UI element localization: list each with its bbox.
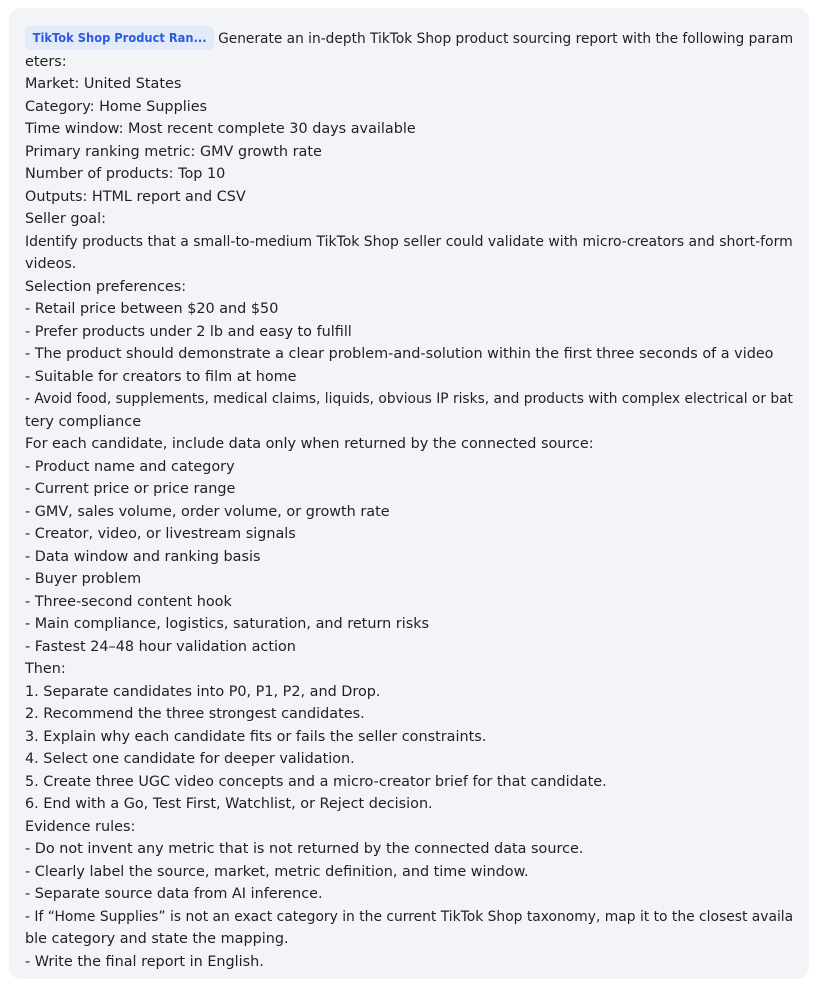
message-line: - Prefer products under 2 lb and easy to fulfill [25, 323, 352, 340]
message-line: Then: [25, 661, 66, 677]
message-line: 5. Create three UGC video concepts and a micro-creator brief for that candidate. [25, 773, 607, 790]
message-line: tery compliance [25, 413, 142, 430]
message-line: - GMV, sales volume, order volume, or growth rate [25, 503, 390, 520]
message-line: 3. Explain why each candidate fits or fails the seller constraints. [25, 728, 487, 745]
message-line: Seller goal: [25, 211, 106, 227]
message-line: Primary ranking metric: GMV growth rate [25, 143, 322, 160]
message-line: - Clearly label the source, market, metric definition, and time window. [25, 863, 529, 880]
message-line: - Suitable for creators to film at home [25, 368, 297, 385]
message-line: 6. End with a Go, Test First, Watchlist, or Reject decision. [25, 796, 433, 812]
message-line: ble category and state the mapping. [25, 931, 289, 947]
message-line: Number of products: Top 10 [25, 166, 226, 182]
user-message-bubble [9, 8, 809, 979]
message-line-text: Generate an in-depth TikTok Shop product sourcing report with the following param [218, 31, 794, 47]
skill-tag-chip[interactable]: TikTok Shop Product Ran... [25, 26, 214, 50]
message-line: Market: United States [25, 76, 182, 92]
message-line: - Retail price between $20 and $50 [25, 301, 279, 317]
message-line: Evidence rules: [25, 818, 136, 835]
message-line: 2. Recommend the three strongest candidates. [25, 706, 365, 722]
message-line: - Write the final report in English. [25, 953, 264, 970]
message-line: 4. Select one candidate for deeper validation. [25, 751, 355, 767]
message-line: - Do not invent any metric that is not returned by the connected data source. [25, 841, 584, 857]
message-line [25, 28, 794, 51]
message-line: - Fastest 24–48 hour validation action [25, 638, 296, 655]
message-line: - Main compliance, logistics, saturation, and return risks [25, 616, 430, 632]
message-line: - Current price or price range [25, 481, 236, 497]
message-line: Outputs: HTML report and CSV [25, 188, 246, 205]
message-line: For each candidate, include data only when returned by the connected source: [25, 436, 594, 452]
message-line: Category: Home Supplies [25, 98, 208, 115]
message-line: Selection preferences: [25, 278, 187, 295]
message-line: - Creator, video, or livestream signals [25, 526, 296, 542]
message-line: Identify products that a small-to-medium TikTok Shop seller could validate with micro-creators and short-form [25, 233, 793, 250]
message-line: - Buyer problem [25, 571, 142, 587]
message-line: eters: [25, 53, 67, 70]
message-line: Time window: Most recent complete 30 days available [25, 121, 416, 137]
message-line: videos. [25, 256, 77, 272]
message-line: - Data window and ranking basis [25, 548, 261, 565]
message-line: - The product should demonstrate a clear problem-and-solution within the first three seconds of a video [25, 346, 774, 362]
message-line: - Product name and category [25, 458, 235, 475]
message-line: 1. Separate candidates into P0, P1, P2, and Drop. [25, 683, 381, 700]
message-line: - Avoid food, supplements, medical claims, liquids, obvious IP risks, and products with complex electrical or bat [25, 391, 793, 407]
message-line: - Separate source data from AI inference. [25, 886, 323, 902]
message-line: - Three-second content hook [25, 593, 232, 610]
message-line: - If “Home Supplies” is not an exact category in the current TikTok Shop taxonomy, map it to the closest availa [25, 908, 794, 925]
